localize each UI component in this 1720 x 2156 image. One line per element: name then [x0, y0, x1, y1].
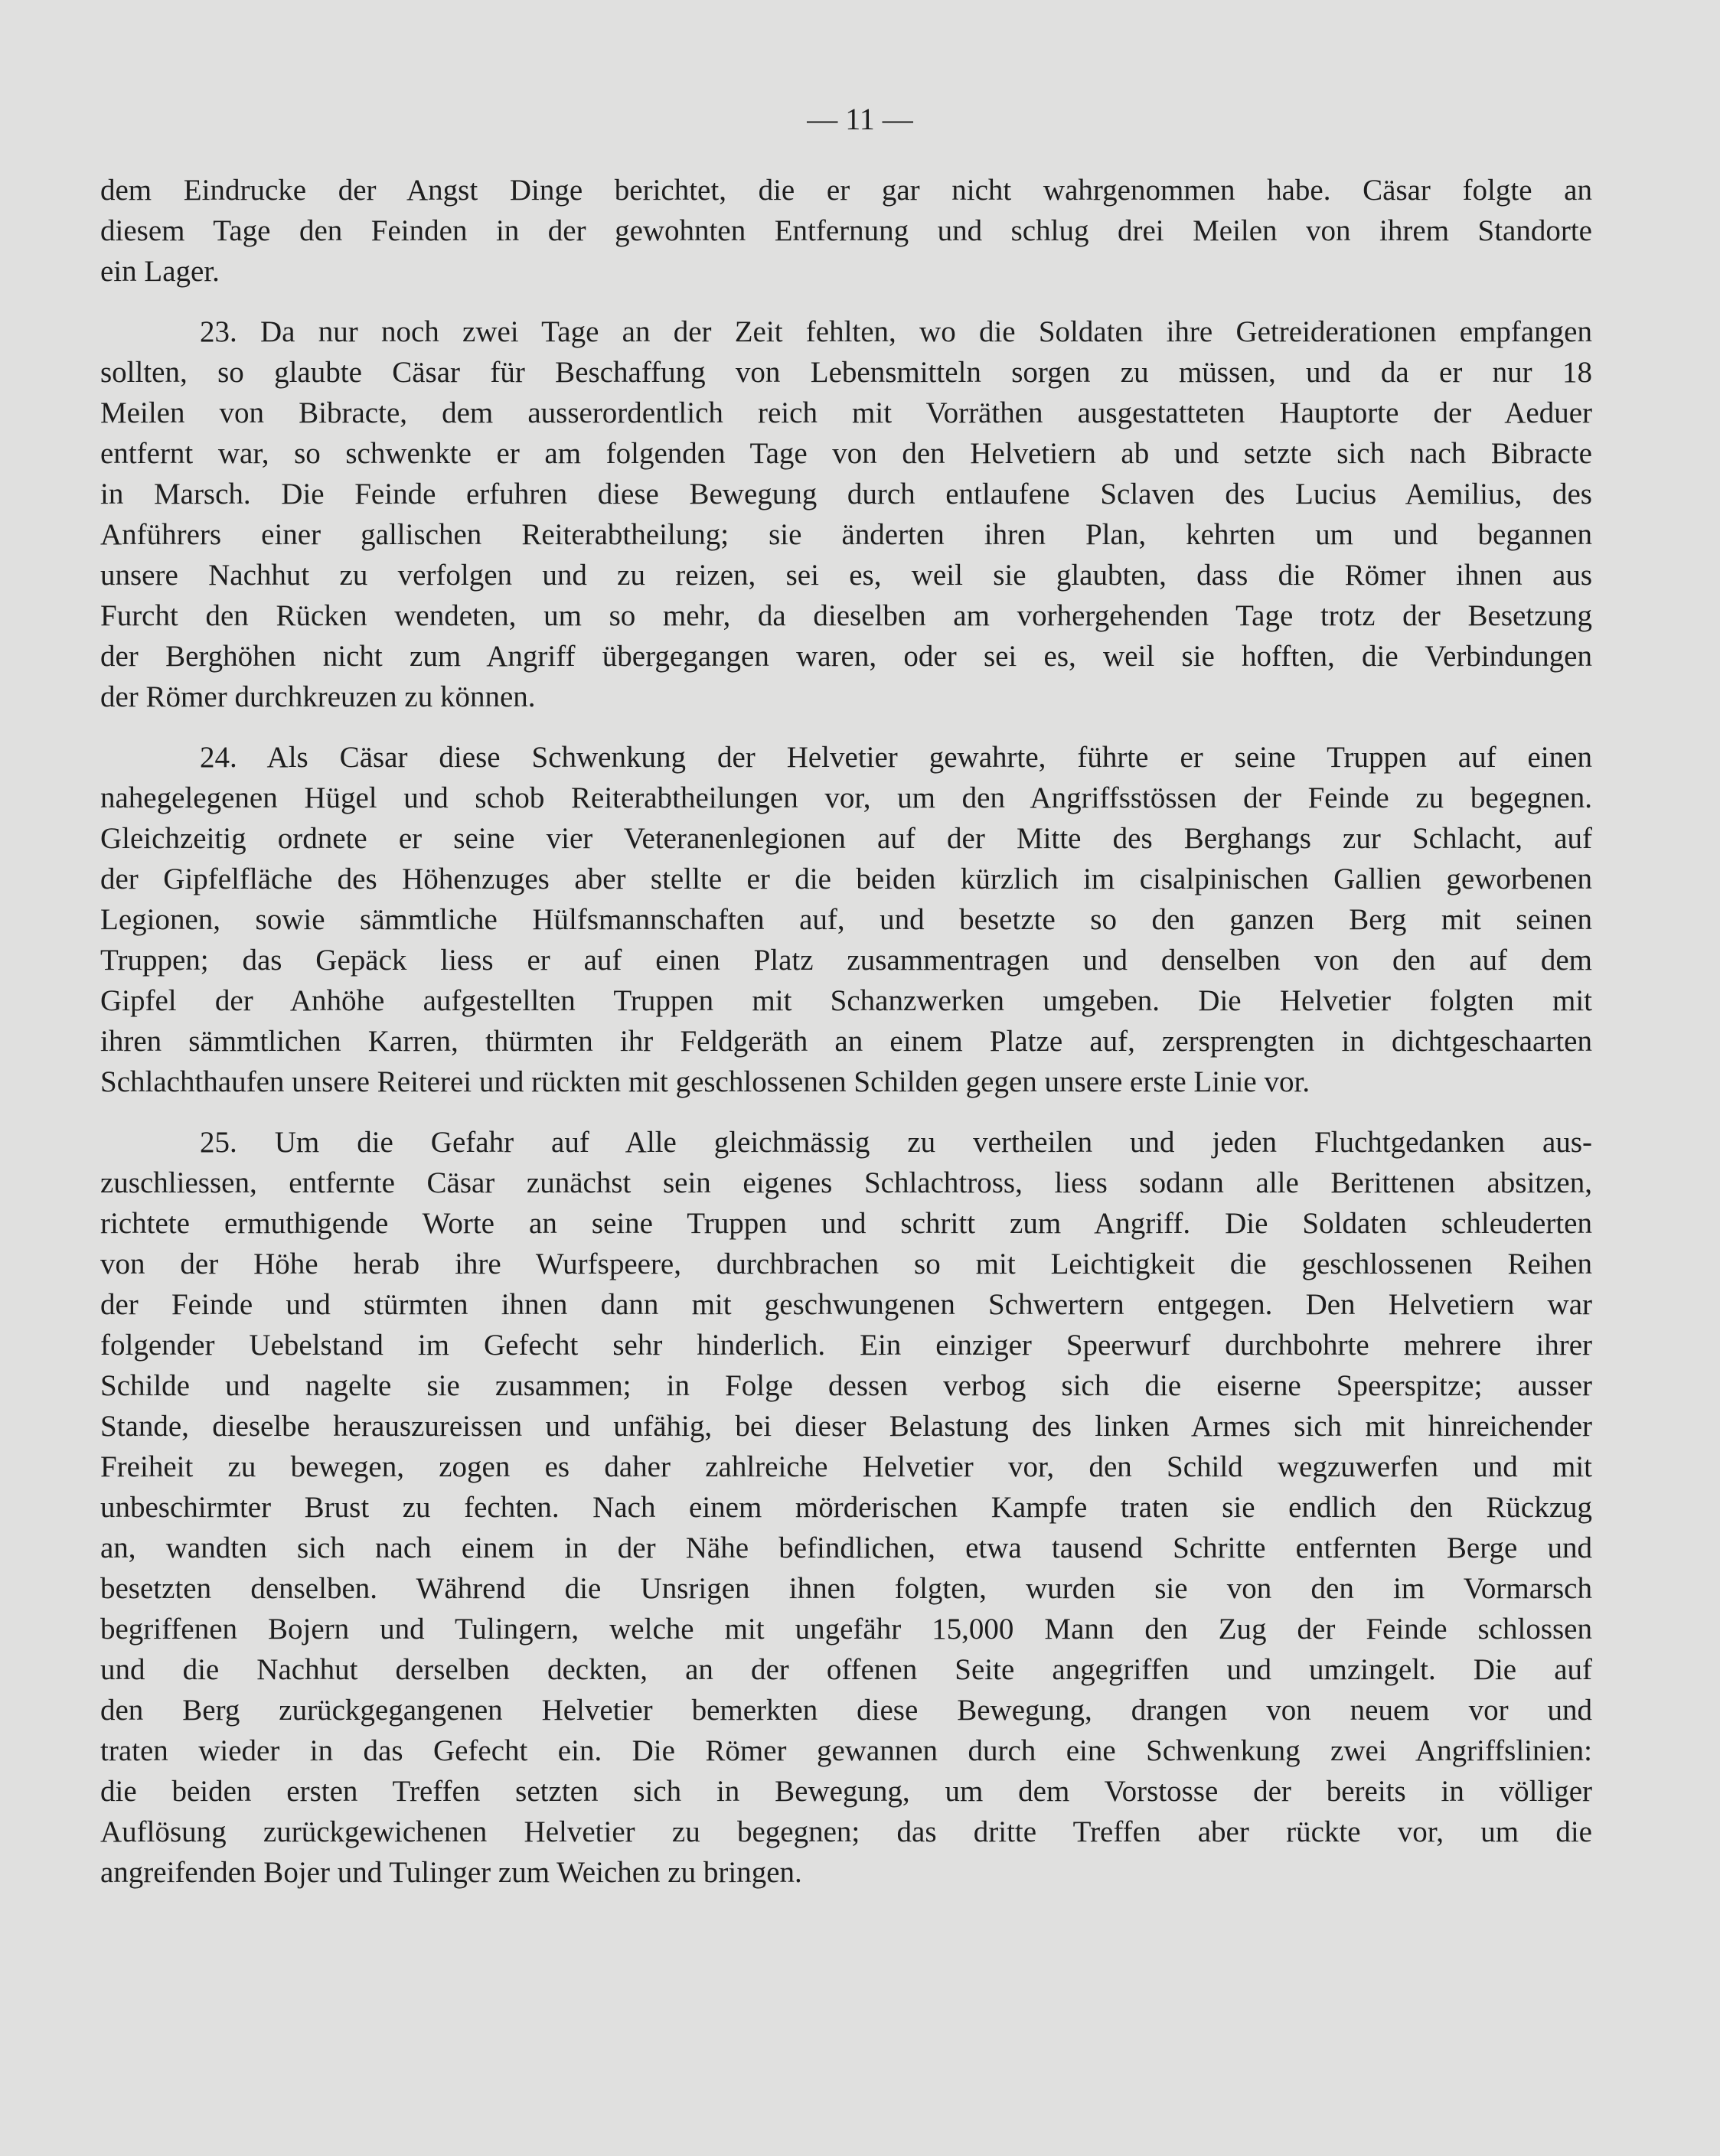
text-line: 24. Als Cäsar diese Schwenkung der Helvetier gewahrte, führte er seine Truppen auf einen: [200, 741, 1592, 774]
text-line: Gleichzeitig ordnete er seine vier Veteranenlegionen auf der Mitte des Berghangs zur Schlacht, auf: [100, 822, 1592, 855]
text-line: Truppen; das Gepäck liess er auf einen Platz zusammentragen und denselben von den auf dem: [100, 944, 1592, 977]
text-line: der Berghöhen nicht zum Angriff übergegangen waren, oder sei es, weil sie hofften, die Verbindungen: [100, 640, 1592, 673]
text-line: Legionen, sowie sämmtliche Hülfsmannschaften auf, und besetzte so den ganzen Berg mit seinen: [100, 903, 1592, 936]
text-line: Stande, dieselbe herauszureissen und unfähig, bei dieser Belastung des linken Armes sich mit hinreichender: [100, 1410, 1592, 1443]
text-line: an, wandten sich nach einem in der Nähe befindlichen, etwa tausend Schritte entfernten Berge und: [100, 1531, 1592, 1564]
text-line: Auflösung zurückgewichenen Helvetier zu begegnen; das dritte Treffen aber rückte vor, um die: [100, 1815, 1592, 1848]
text-line: unsere Nachhut zu verfolgen und zu reizen, sei es, weil sie glaubten, dass die Römer ihnen aus: [100, 559, 1592, 592]
text-line: Schilde und nagelte sie zusammen; in Folge dessen verbog sich die eiserne Speerspitze; ausser: [100, 1369, 1592, 1402]
text-line: richtete ermuthigende Worte an seine Truppen und schritt zum Angriff. Die Soldaten schleuderten: [100, 1207, 1592, 1240]
text-line: den Berg zurückgegangenen Helvetier bemerkten diese Bewegung, drangen von neuem vor und: [100, 1694, 1592, 1727]
paragraph: [100, 737, 1592, 1102]
paragraph: [100, 1122, 1592, 1893]
text-line: nahegelegenen Hügel und schob Reiterabtheilungen vor, um den Angriffsstössen der Feinde zu begegnen.: [100, 781, 1592, 814]
text-line: Furcht den Rücken wendeten, um so mehr, da dieselben am vorhergehenden Tage trotz der Besetzung: [100, 599, 1592, 632]
text-line: zuschliessen, entfernte Cäsar zunächst sein eigenes Schlachtross, liess sodann alle Berittenen absitzen,: [100, 1166, 1592, 1199]
text-line: der Römer durchkreuzen zu können.: [100, 680, 536, 713]
text-line: 25. Um die Gefahr auf Alle gleichmässig zu vertheilen und jeden Fluchtgedanken aus-: [200, 1126, 1592, 1159]
text-line: der Feinde und stürmten ihnen dann mit geschwungenen Schwertern entgegen. Den Helvetiern war: [100, 1288, 1592, 1321]
paragraph: [100, 170, 1592, 292]
text-line: der Gipfelfläche des Höhenzuges aber stellte er die beiden kürzlich im cisalpinischen Gallien geworbenen: [100, 863, 1592, 895]
text-line: die beiden ersten Treffen setzten sich in Bewegung, um dem Vorstosse der bereits in völliger: [100, 1775, 1592, 1808]
text-line: Schlachthaufen unsere Reiterei und rückten mit geschlossenen Schilden gegen unsere erste Linie vor.: [100, 1065, 1310, 1098]
text-line: Gipfel der Anhöhe aufgestellten Truppen mit Schanzwerken umgeben. Die Helvetier folgten mit: [100, 984, 1592, 1017]
text-line: ihren sämmtlichen Karren, thürmten ihr Feldgeräth an einem Platze auf, zersprengten in dichtgeschaarten: [100, 1025, 1592, 1058]
text-line: angreifenden Bojer und Tulinger zum Weichen zu bringen.: [100, 1856, 802, 1889]
text-line: ein Lager.: [100, 255, 220, 288]
text-line: traten wieder in das Gefecht ein. Die Römer gewannen durch eine Schwenkung zwei Angriffslinien:: [100, 1734, 1592, 1767]
text-line: unbeschirmter Brust zu fechten. Nach einem mörderischen Kampfe traten sie endlich den Rückzug: [100, 1491, 1592, 1524]
text-line: in Marsch. Die Feinde erfuhren diese Bewegung durch entlaufene Sclaven des Lucius Aemilius, des: [100, 478, 1592, 510]
text-line: begriffenen Bojern und Tulingern, welche mit ungefähr 15,000 Mann den Zug der Feinde schlossen: [100, 1613, 1592, 1646]
text-line: besetzten denselben. Während die Unsrigen ihnen folgten, wurden sie von den im Vormarsch: [100, 1572, 1592, 1605]
text-line: Anführers einer gallischen Reiterabtheilung; sie änderten ihren Plan, kehrten um und begannen: [100, 518, 1592, 551]
text-line: folgender Uebelstand im Gefecht sehr hinderlich. Ein einziger Speerwurf durchbohrte mehrere ihrer: [100, 1329, 1592, 1362]
text-line: diesem Tage den Feinden in der gewohnten Entfernung und schlug drei Meilen von ihrem Standorte: [100, 214, 1592, 247]
page-number: — 11 —: [807, 102, 913, 136]
text-line: und die Nachhut derselben deckten, an der offenen Seite angegriffen und umzingelt. Die auf: [100, 1653, 1592, 1686]
paragraph: [100, 311, 1592, 717]
text-line: Freiheit zu bewegen, zogen es daher zahlreiche Helvetier vor, den Schild wegzuwerfen und mit: [100, 1450, 1592, 1483]
text-line: dem Eindrucke der Angst Dinge berichtet, die er gar nicht wahrgenommen habe. Cäsar folgte an: [100, 174, 1592, 207]
text-line: entfernt war, so schwenkte er am folgenden Tage von den Helvetiern ab und setzte sich nach Bibracte: [100, 437, 1592, 470]
text-line: 23. Da nur noch zwei Tage an der Zeit fehlten, wo die Soldaten ihre Getreiderationen empfangen: [200, 315, 1592, 348]
document-body: [100, 170, 1592, 1913]
text-line: Meilen von Bibracte, dem ausserordentlich reich mit Vorräthen ausgestatteten Hauptorte der Aeduer: [100, 396, 1592, 429]
text-line: von der Höhe herab ihre Wurfspeere, durchbrachen so mit Leichtigkeit die geschlossenen Reihen: [100, 1248, 1592, 1280]
text-line: sollten, so glaubte Cäsar für Beschaffung von Lebensmitteln sorgen zu müssen, und da er nur 18: [100, 356, 1592, 389]
